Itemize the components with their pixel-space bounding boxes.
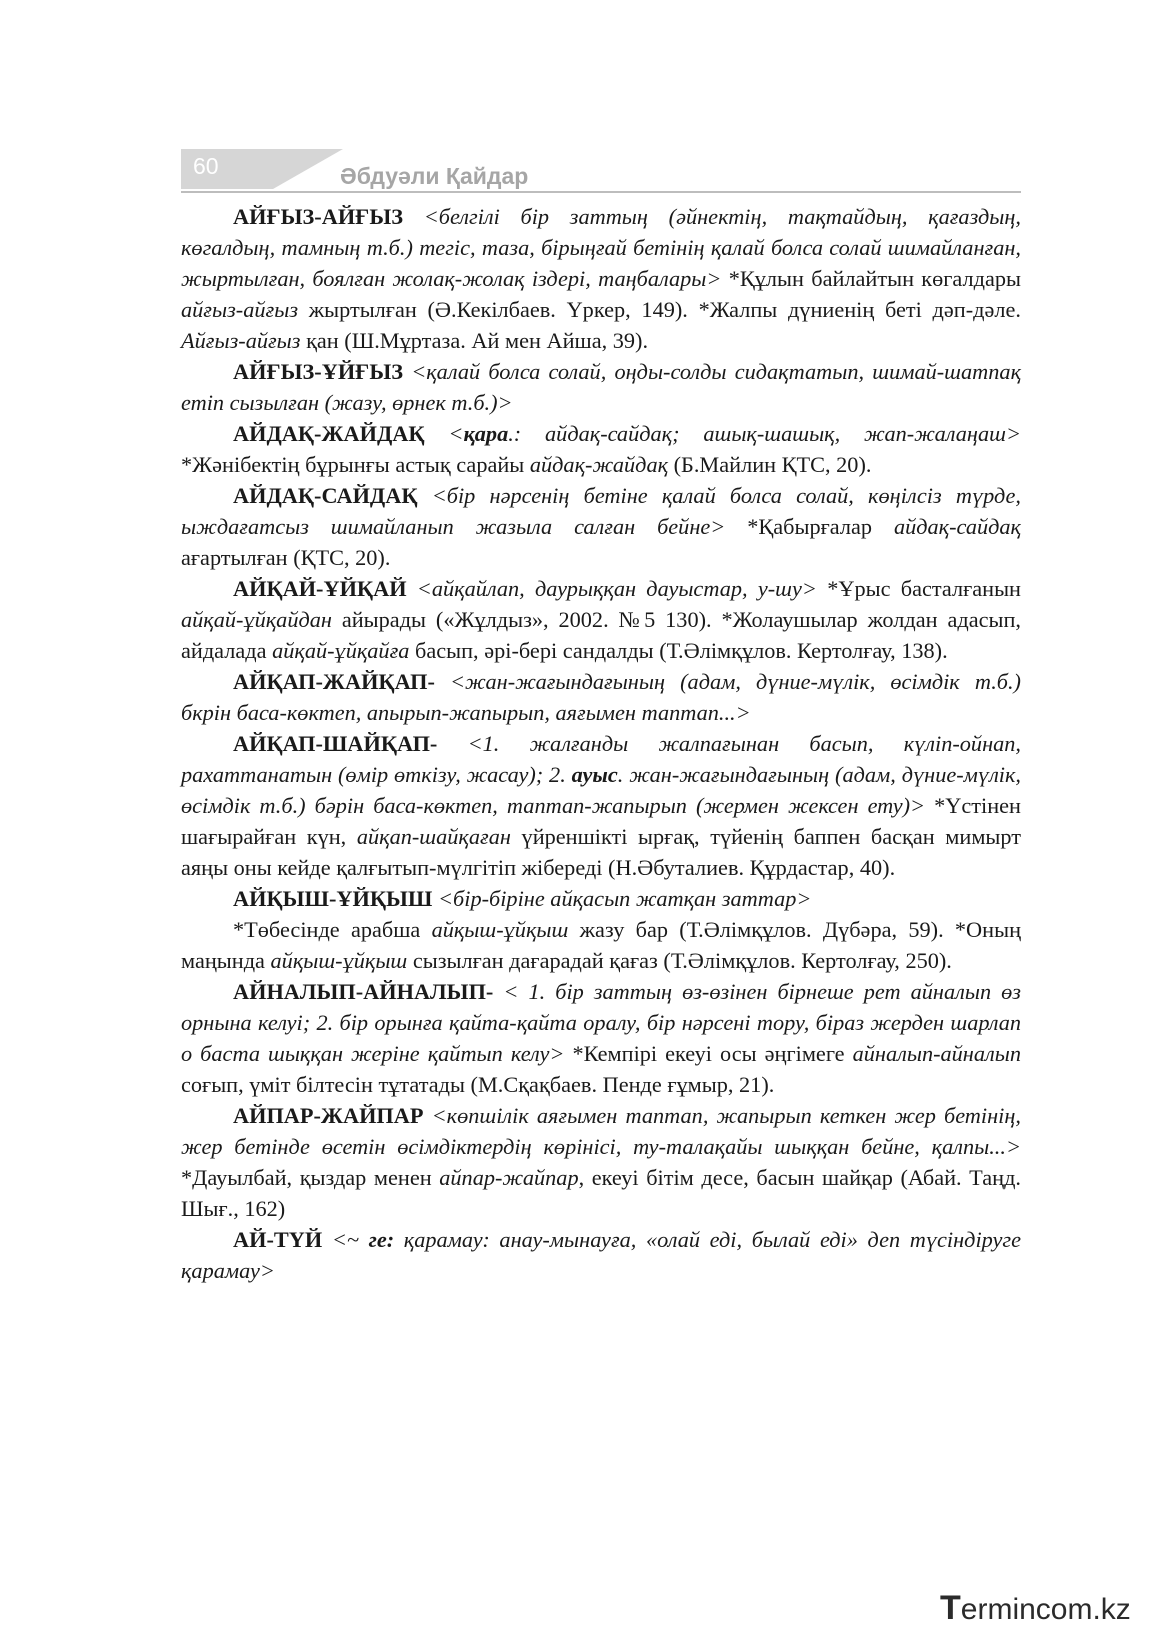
headword: АЙҚЫШ-ҰЙҚЫШ [233,886,433,911]
definition-marker: ауыс [571,762,618,787]
example-text: *Кемпірі екеуі осы әңгімеге [572,1041,853,1066]
page-number: 60 [193,153,219,179]
definition: <бір-біріне айқасып жатқан заттар> [432,886,812,911]
headword: АЙНАЛЫП-АЙНАЛЫП- [233,979,494,1004]
definition: <жан-жағындағының (адам, дүние-мүлік, өсімдік т.б.) бкрін баса-көктеп, апырып-жапырып, аяғымен таптап...> [181,669,1021,725]
example-text: *Жәнібектің бұрынғы астық сарайы [181,452,530,477]
example-keyword: айдақ-сайдақ [893,514,1021,539]
example-keyword: айдақ-жайдақ [529,452,669,477]
dictionary-entry [181,573,1021,666]
example-keyword: айналып-айналып [852,1041,1021,1066]
definition: <көпшілік аяғымен таптап, жапырып кеткен жер бетінің, жер бетінде өсетін өсімдіктердің көрінісі, ту-талақайы шыққан бейне, қалпы...> [181,1103,1021,1159]
example-keyword: айпар-жайпар [439,1165,579,1190]
example-text: сызылған дағарадай қағаз (Т.Әлімқұлов. Кертолғау, 250). [407,948,952,973]
headword: АЙДАҚ-ЖАЙДАҚ [233,421,425,446]
example-keyword: айғыз-айғыз [181,297,299,322]
running-header [181,147,1021,195]
example-text: *Дауылбай, қыздар менен [181,1165,440,1190]
example-text: *Үстінен шағырайған күн, [181,793,1021,849]
dictionary-entry [181,914,1021,976]
headword: АЙПАР-ЖАЙПАР [233,1103,424,1128]
headword: АЙҚАП-ШАЙҚАП- [233,731,438,756]
definition-marker: қара [463,421,509,446]
watermark-tld: m.kz [1067,1593,1131,1626]
dictionary-entry [181,418,1021,480]
definition-marker: ге: [368,1227,395,1252]
example-text: жазу бар (Т.Әлімқұлов. Дүбәра, 59). *Оның маңында [181,917,1022,973]
headword: АЙҚАП-ЖАЙҚАП- [233,669,435,694]
example-text: жыртылған (Ә.Кекілбаев. Үркер, 149). *Жалпы дүниенің беті дәп-дәле. [298,297,1021,322]
example-text: қан (Ш.Мұртаза. Ай мен Айша, 39). [300,328,649,353]
dictionary-entry [181,666,1021,728]
headword: АЙ-ТҮЙ [233,1227,323,1252]
definition: <1. жалғанды жалпағынан басып, күліп-ойнап, рахаттанатын (өмір өткізу, жасау); 2. [181,731,1021,787]
dictionary-entry [181,976,1021,1100]
dictionary-entries [181,201,1021,1286]
definition: . жан-жағындағының (адам, дүние-мүлік, өсімдік т.б.) бәрін баса-көктеп, таптап-жапырып (жермен жексен ету)> [181,762,1021,818]
example-keyword: айқай-ұйқайға [272,638,410,663]
definition: <айқайлап, даурыққан дауыстар, у-шу> [406,576,828,601]
watermark-logo-letter: T [940,1589,961,1627]
watermark-o-glyph: o [1050,1593,1068,1626]
headword: АЙҒЫЗ-АЙҒЫЗ [233,204,404,229]
dictionary-entry [181,480,1021,573]
example-keyword: айқыш-ұйқыш [431,917,569,942]
headword: АЙҚАЙ-ҰЙҚАЙ [233,576,407,601]
page-number-tab-shape [273,149,343,189]
definition: < 1. бір заттың өз-өзінен бірнеше рет айналып өз орнына келуі; 2. бір орынға қайта-қайта оралу, бір нәрсені тору, біраз жерден шарлап о баста шыққан жеріне қайтып келу> [181,979,1021,1066]
example-keyword: айқап-шайқаған [356,824,511,849]
example-text: *Құлын байлайтын көгалдары [728,266,1021,291]
definition: < [424,421,464,446]
header-rule [181,191,1021,193]
example-text: үйреншікті ырғақ, түйенің баппен басқан мимырт аяңы оны кейде қалғытып-мүлгітіп жібереді (Н.Әбуталиев. Құрдастар, 40). [181,824,1022,880]
dictionary-entry [181,883,1021,914]
example-keyword: айқыш-ұйқыш [270,948,408,973]
definition: <бір нәрсенің бетіне қалай болса солай, көңілсіз түрде, ыждағатсыз шимайланып жазыла салған бейне> [181,483,1021,539]
dictionary-entry [181,728,1021,883]
example-text: айырады («Жұлдыз», 2002. №5 130). *Жолаушылар жолдан адасып, айдалада [181,607,1021,663]
definition: <қалай болса солай, оңды-солды сидақтатып, шимай-шатпақ етіп сызылған (жазу, өрнек т.б.)> [181,359,1021,415]
dictionary-entry [181,356,1021,418]
example-keyword: Айғыз-айғыз [181,328,301,353]
example-text: басып, әрі-бері сандалды (Т.Әлімқұлов. Кертолғау, 138). [409,638,948,663]
example-text: (Б.Майлин ҚТС, 20). [668,452,872,477]
example-keyword: айқай-ұйқайдан [181,607,332,632]
example-text: ағартылған (ҚТС, 20). [181,545,391,570]
definition: <белгілі бір заттың (әйнектің, тақтайдың, қағаздың, көгалдың, тамның т.б.) тегіс, таза, бірыңғай бетінің қалай болса солай шимайланған, жыртылған, боялған жолақ-жолақ іздері, таңбалары> [181,204,1021,291]
running-title: Әбдуәли Қайдар [340,163,529,189]
watermark-text: erminc [960,1593,1051,1626]
example-text: *Қабырғалар [747,514,894,539]
dictionary-entry [181,1224,1021,1286]
example-text: , екеуі бітім десе, басын шайқар (Абай. Таңд. Шығ., 162) [181,1165,1021,1221]
dictionary-entry [181,1100,1021,1224]
site-watermark [940,1588,1130,1628]
dictionary-entry [181,201,1021,356]
example-text: *Ұрыс басталғанын [827,576,1021,601]
definition: .: айдақ-сайдақ; ашық-шашық, жап-жалаңаш> [508,421,1022,446]
definition: <~ [322,1227,369,1252]
example-text: соғып, үміт білтесін тұтатады (М.Сқақбаев. Пенде ғұмыр, 21). [181,1072,775,1097]
headword: АЙДАҚ-САЙДАҚ [233,483,418,508]
headword: АЙҒЫЗ-ҰЙҒЫЗ [233,359,404,384]
definition: қарамау: анау-мынауға, «олай еді, былай еді» деп түсіндіруге қарамау> [181,1227,1021,1283]
example-text: *Төбесінде арабша [233,917,432,942]
